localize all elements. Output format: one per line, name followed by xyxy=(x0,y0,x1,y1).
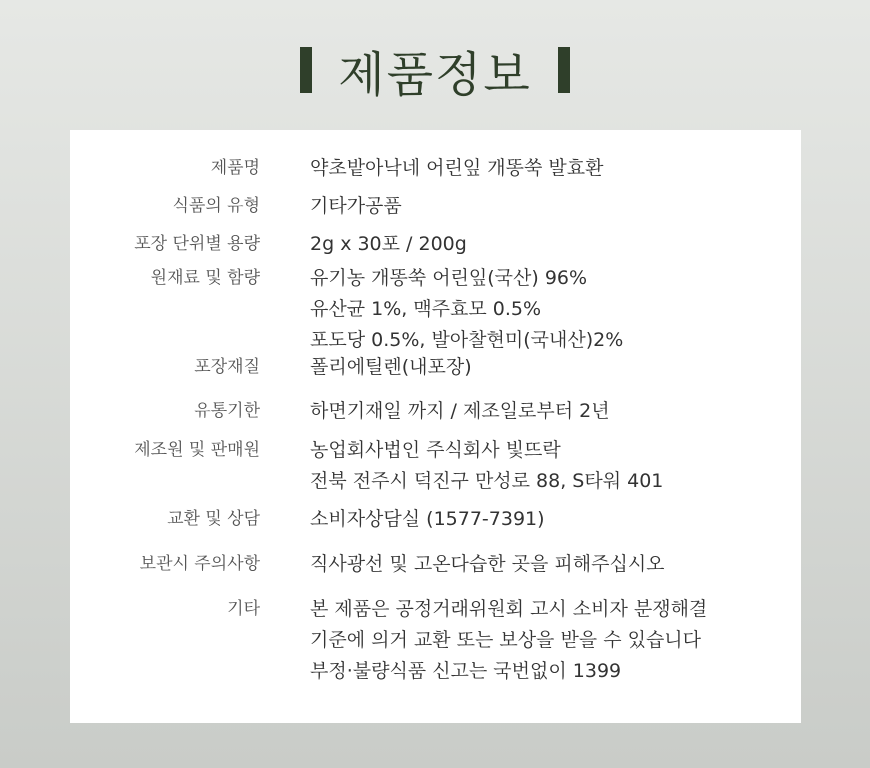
row-value xyxy=(310,549,780,580)
value-line: 약초밭아낙네 어린잎 개똥쑥 발효환 xyxy=(310,157,604,179)
row-value xyxy=(310,153,780,184)
row-label: 포장 단위별 용량 xyxy=(134,234,260,254)
row-value xyxy=(310,352,780,383)
row-label: 교환 및 상담 xyxy=(167,509,260,529)
value-line: 유기농 개똥쑥 어린잎(국산) 96% xyxy=(310,267,588,289)
product-info-card xyxy=(70,130,801,723)
row-value xyxy=(310,263,780,356)
row-value xyxy=(310,191,780,222)
value-line: 본 제품은 공정거래위원회 고시 소비자 분쟁해결 xyxy=(310,598,708,620)
value-line: 하면기재일 까지 / 제조일로부터 2년 xyxy=(310,400,610,422)
row-label: 포장재질 xyxy=(194,357,260,377)
row-label: 유통기한 xyxy=(194,401,260,421)
row-value xyxy=(310,504,780,535)
value-line: 전북 전주시 덕진구 만성로 88, S타워 401 xyxy=(310,470,664,492)
value-line: 2g x 30포 / 200g xyxy=(310,233,467,255)
row-label: 기타 xyxy=(227,599,260,619)
row-label: 원재료 및 함량 xyxy=(150,268,260,288)
title-bar-right xyxy=(558,47,570,93)
value-line: 포도당 0.5%, 발아찰현미(국내산)2% xyxy=(310,329,624,351)
value-line: 기준에 의거 교환 또는 보상을 받을 수 있습니다 xyxy=(310,629,702,651)
row-label: 보관시 주의사항 xyxy=(139,554,260,574)
value-line: 기타가공품 xyxy=(310,195,402,217)
row-value xyxy=(310,594,780,687)
row-value xyxy=(310,396,780,427)
page-title: 제품정보 xyxy=(338,46,532,103)
value-line: 유산균 1%, 맥주효모 0.5% xyxy=(310,298,542,320)
row-label: 식품의 유형 xyxy=(172,196,260,216)
page-header xyxy=(0,30,870,110)
title-bar-left xyxy=(300,47,312,93)
row-label: 제품명 xyxy=(210,158,260,178)
row-label: 제조원 및 판매원 xyxy=(134,440,260,460)
row-value xyxy=(310,229,780,260)
value-line: 폴리에틸렌(내포장) xyxy=(310,356,472,378)
value-line: 부정·불량식품 신고는 국번없이 1399 xyxy=(310,660,622,682)
value-line: 직사광선 및 고온다습한 곳을 피해주십시오 xyxy=(310,553,665,575)
row-value xyxy=(310,435,780,497)
value-line: 소비자상담실 (1577-7391) xyxy=(310,508,545,530)
value-line: 농업회사법인 주식회사 빛뜨락 xyxy=(310,439,561,461)
